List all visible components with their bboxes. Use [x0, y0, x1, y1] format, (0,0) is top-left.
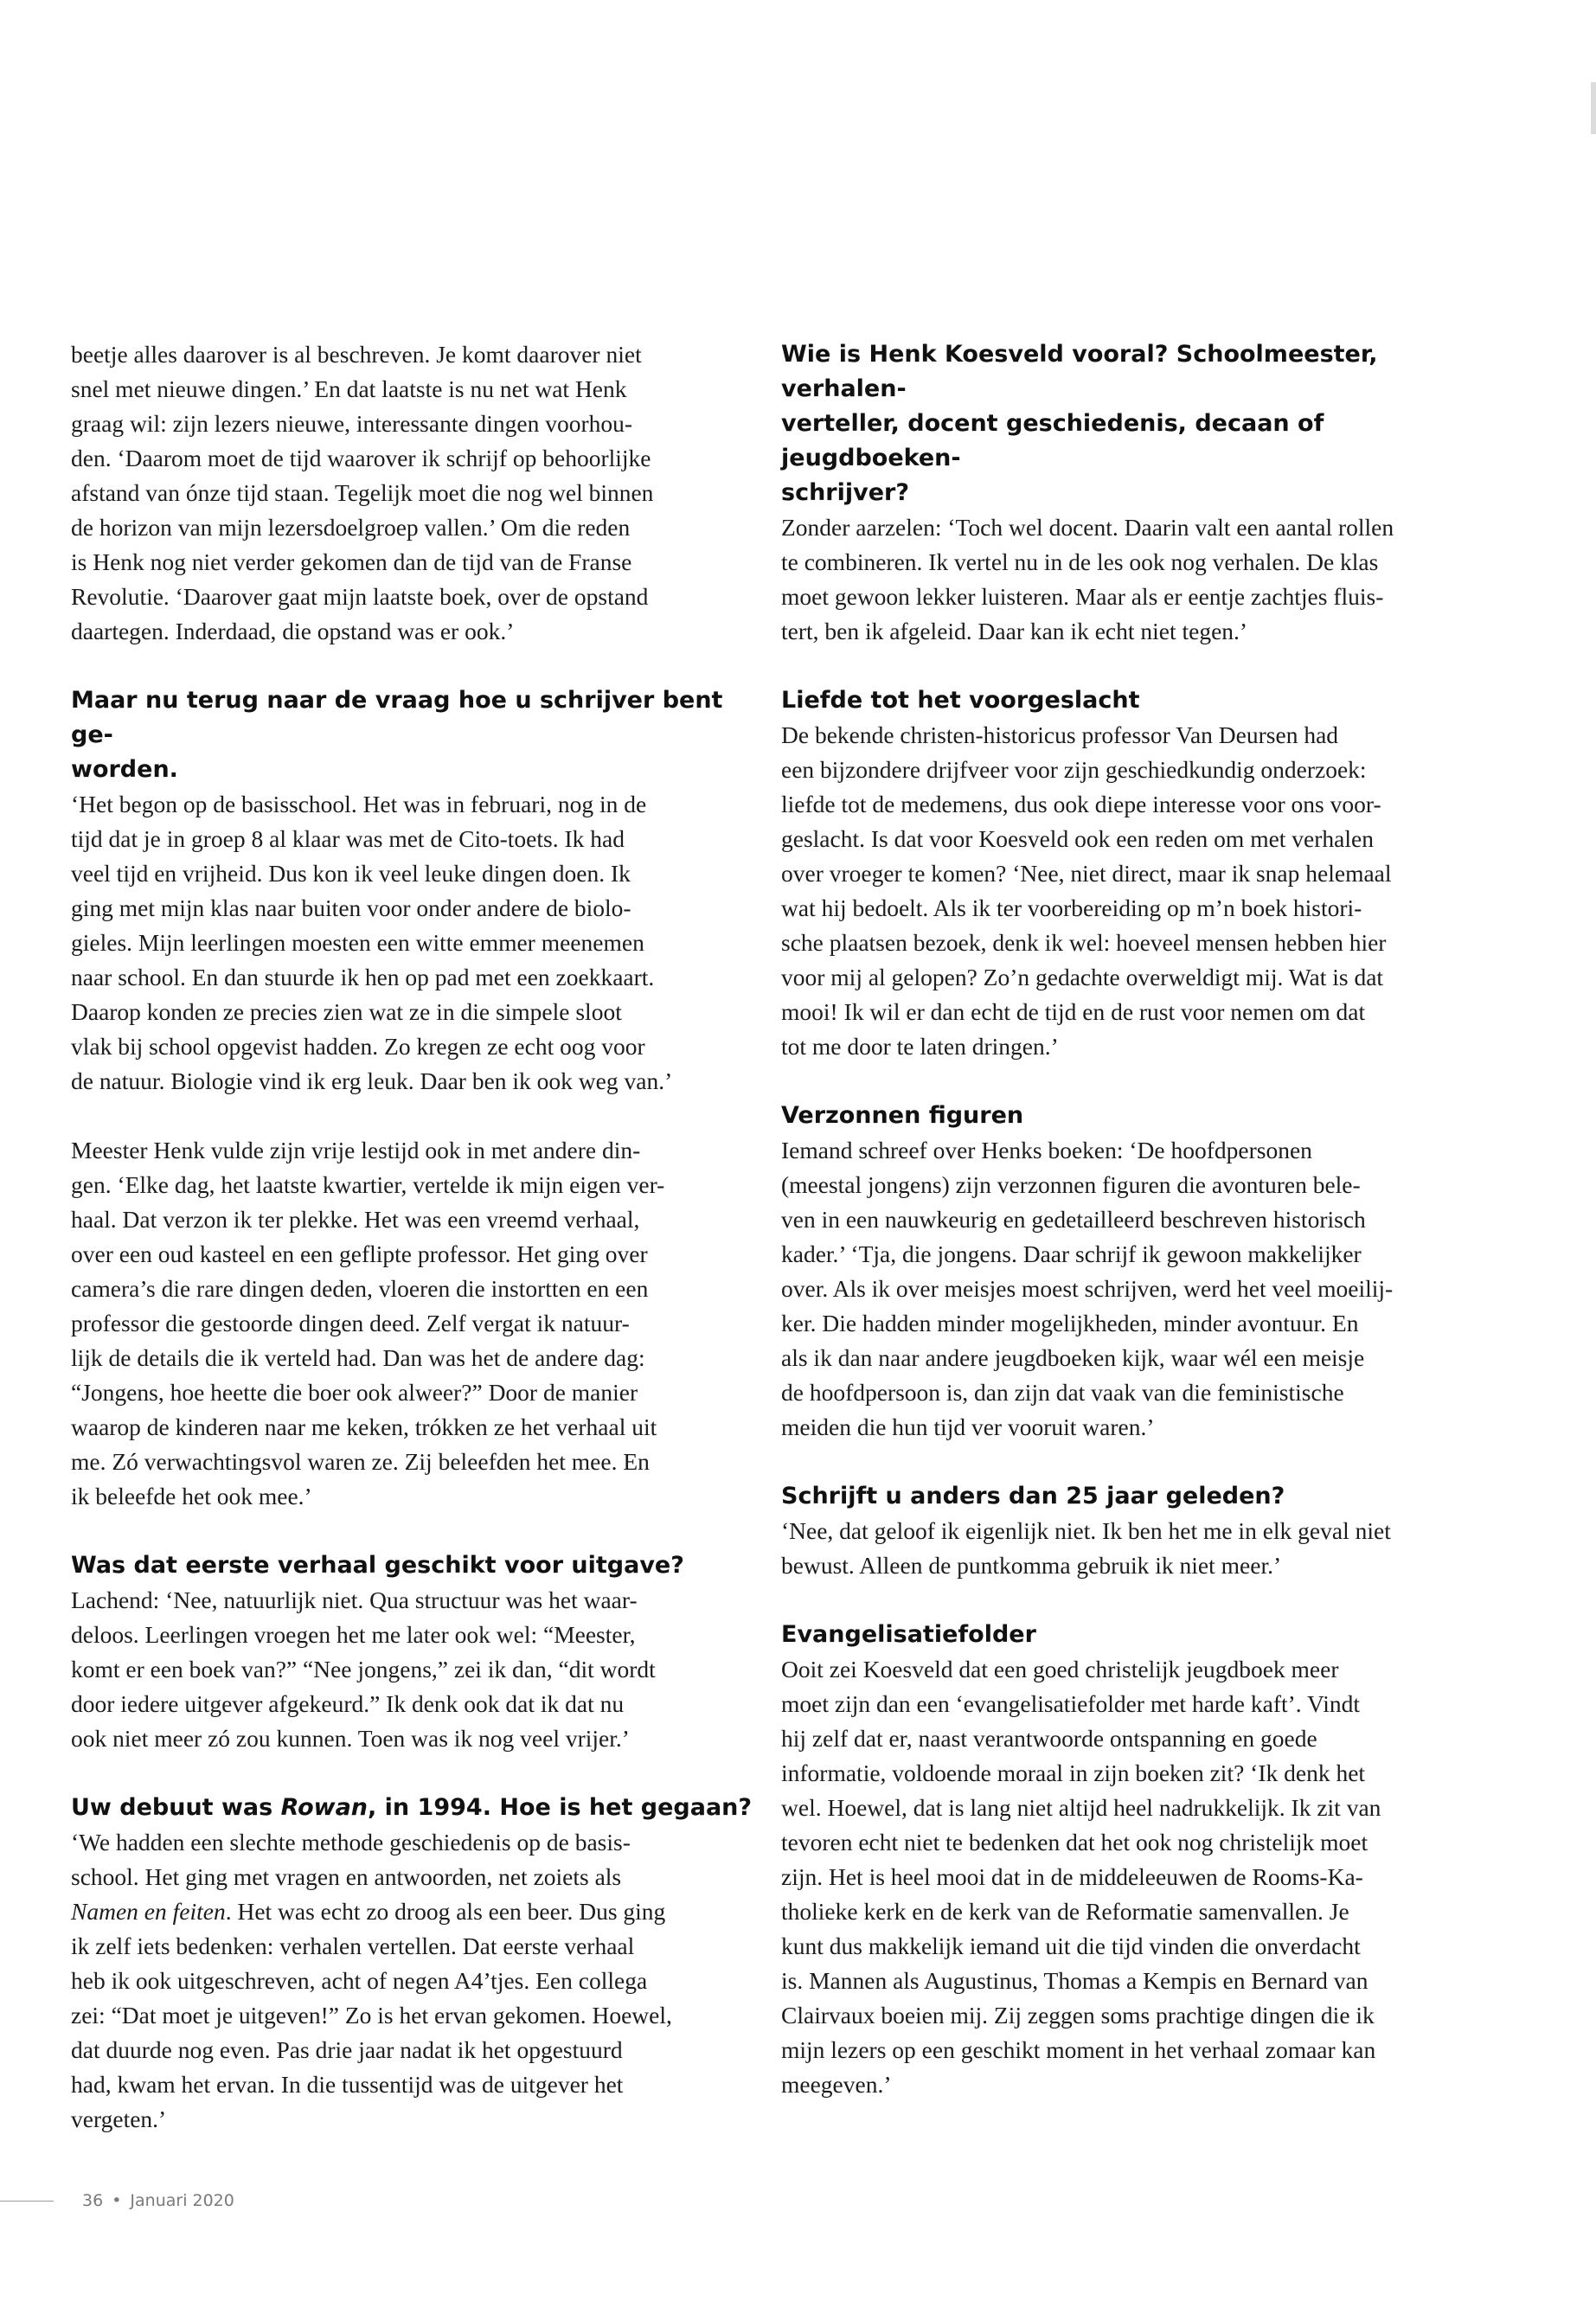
question-heading: Uw debuut was Rowan, in 1994. Hoe is het gegaan? — [71, 1794, 753, 1821]
left-column — [71, 337, 754, 2137]
section-heading: Evangelisatiefolder — [781, 1621, 1036, 1648]
footer-separator: • — [112, 2191, 122, 2210]
question-heading: Schrijft u anders dan 25 jaar geleden? — [781, 1483, 1285, 1509]
paragraph: Meester Henk vulde zijn vrije lestijd ook in met andere din- gen. ‘Elke dag, het laatste kwartier, vertelde ik mijn eigen ver- haal. Dat verzon ik ter plekke. Het was een vreemd verhaal, over een oud kasteel en een geflipte professor. Het ging over camera’s die rare dingen deden, vloeren die instortten en een professor die gestoorde dingen deed. Zelf vergat ik natuur- lijk de details die ik verteld had. Dan was het de andere dag: “Jongens, hoe heette die boer ook alweer?” Door de manier waarop de kinderen naar me keken, trókken ze het verhaal uit me. Zó verwachtingsvol waren ze. Zij beleefden het mee. En ik beleefde het ook mee.’ — [71, 1137, 665, 1509]
paragraph: ‘We hadden een slechte methode geschiedenis op de basis- school. Het ging met vragen en antwoorden, net zoiets als Namen en feiten. Het was echt zo droog als een beer. Dus ging ik zelf iets bedenken: verhalen vertellen. Dat eerste verhaal heb ik ook uitgeschreven, acht of negen A4’tjes. Een collega zei: “Dat moet je uitgeven!” Zo is het ervan gekomen. Hoewel, dat duurde nog even. Pas drie jaar nadat ik het opgestuurd had, kwam het ervan. In die tussentijd was de uitgever het vergeten.’ — [71, 1829, 672, 2132]
issue-date: Januari 2020 — [130, 2191, 234, 2210]
paragraph: Iemand schreef over Henks boeken: ‘De hoofdpersonen (meestal jongens) zijn verzonnen figuren die avonturen bele- ven in een nauwkeurig en gedetailleerd beschreven historisch kader.’ ‘Tja, die jongens. Daar schrijf ik gewoon makkelijker over. Als ik over meisjes moest schrijven, werd het veel moeilij- ker. Die hadden minder mogelijkheden, minder avontuur. En als ik dan naar andere jeugdboeken kijk, waar wél een meisje de hoofdpersoon is, dan zijn dat vaak van die feministische meiden die hun tijd ver vooruit waren.’ — [781, 1137, 1394, 1440]
paragraph: Ooit zei Koesveld dat een goed christelijk jeugdboek meer moet zijn dan een ‘evangelisatiefolder met harde kaft’. Vindt hij zelf dat er, naast verantwoorde ontspanning en goede informatie, voldoende moraal in zijn boeken zit? ‘Ik denk het wel. Hoewel, dat is lang niet altijd heel nadrukkelijk. Ik zit van tevoren echt niet te bedenken dat het ook nog christelijk moet zijn. Het is heel mooi dat in de middeleeuwen de Rooms-Ka- tholieke kerk en de kerk van de Reformatie samenvallen. Je kunt dus makkelijk iemand uit die tijd vinden die onverdacht is. Mannen als Augustinus, Thomas a Kempis en Bernard van Clairvaux boeien mij. Zij zeggen soms prachtige dingen die ik mijn lezers op een geschikt moment in het verhaal zomaar kan meegeven.’ — [781, 1656, 1381, 2098]
footer-rule — [0, 2201, 54, 2202]
book-title: Namen en feiten — [71, 1898, 226, 1925]
paragraph: beetje alles daarover is al beschreven. Je komt daarover niet snel met nieuwe dingen.’ En dat laatste is nu net wat Henk graag wil: zijn lezers nieuwe, interessante dingen voorhou- den. ‘Daarom moet de tijd waarover ik schrijf op behoorlijke afstand van ónze tijd staan. Tegelijk moet die nog wel binnen de horizon van mijn lezersdoelgroep vallen.’ Om die reden is Henk nog niet verder gekomen dan de tijd van de Franse Revolutie. ‘Daarover gaat mijn laatste boek, over de opstand daartegen. Inderdaad, die opstand was er ook.’ — [71, 341, 654, 644]
right-column — [781, 337, 1465, 2102]
page-edge-mark — [1591, 82, 1596, 134]
paragraph: ‘Het begon op de basisschool. Het was in februari, nog in de tijd dat je in groep 8 al klaar was met de Cito-toets. Ik had veel tijd en vrijheid. Dus kon ik veel leuke dingen doen. Ik ging met mijn klas naar buiten voor onder andere de biolo- gieles. Mijn leerlingen moesten een witte emmer meenemen naar school. En dan stuurde ik hen op pad met een zoekkaart. Daarop konden ze precies zien wat ze in die simpele sloot vlak bij school opgevist hadden. Zo kregen ze echt oog voor de natuur. Biologie vind ik erg leuk. Daar ben ik ook weg van.’ — [71, 791, 673, 1094]
paragraph: ‘Nee, dat geloof ik eigenlijk niet. Ik ben het me in elk geval niet bewust. Alleen de puntkomma gebruik ik niet meer.’ — [781, 1517, 1391, 1579]
page-footer — [82, 2189, 234, 2213]
paragraph: Lachend: ‘Nee, natuurlijk niet. Qua structuur was het waar- deloos. Leerlingen vroegen het me later ook wel: “Meester, komt er een boek van?” “Nee jongens,” zei ik dan, “dit wordt door iedere uitgever afgekeurd.” Ik denk ook dat ik dat nu ook niet meer zó zou kunnen. Toen was ik nog veel vrijer.’ — [71, 1586, 656, 1752]
question-heading: Was dat eerste verhaal geschikt voor uitgave? — [71, 1552, 684, 1579]
page-number: 36 — [82, 2191, 104, 2210]
question-heading: Maar nu terug naar de vraag hoe u schrijver bent ge- worden. — [71, 687, 723, 783]
paragraph: Zonder aarzelen: ‘Toch wel docent. Daarin valt een aantal rollen te combineren. Ik vertel nu in de les ook nog verhalen. De klas moet gewoon lekker luisteren. Maar als er eentje zachtjes fluis- tert, ben ik afgeleid. Daar kan ik echt niet tegen.’ — [781, 514, 1394, 644]
section-heading: Liefde tot het voorgeslacht — [781, 687, 1140, 714]
section-heading: Verzonnen figuren — [781, 1102, 1024, 1129]
question-heading: Wie is Henk Koesveld vooral? Schoolmeester, verhalen- verteller, docent geschiedenis, decaan of jeugdboeken- schrijver? — [781, 341, 1378, 506]
book-title: Rowan — [280, 1794, 369, 1821]
paragraph: De bekende christen-historicus professor Van Deursen had een bijzondere drijfveer voor zijn geschiedkundig onderzoek: liefde tot de medemens, dus ook diepe interesse voor ons voor- geslacht. Is dat voor Koesveld ook een reden om met verhalen over vroeger te komen? ‘Nee, niet direct, maar ik snap helemaal wat hij bedoelt. Als ik ter voorbereiding op m’n boek histori- sche plaatsen bezoek, denk ik wel: hoeveel mensen hebben hier voor mij al gelopen? Zo’n gedachte overweldigt mij. Wat is dat mooi! Ik wil er dan echt de tijd en de rust voor nemen om dat tot me door te laten dringen.’ — [781, 721, 1392, 1060]
